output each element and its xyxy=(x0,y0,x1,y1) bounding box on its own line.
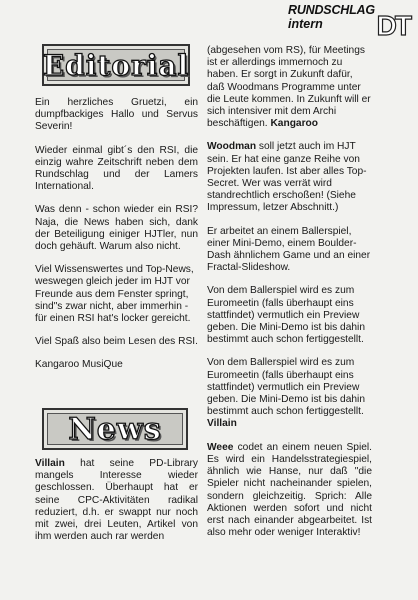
news-item xyxy=(207,442,372,540)
editorial-signature: Kangaroo MusiQue xyxy=(35,359,123,371)
logo-subtitle: intern xyxy=(288,17,323,31)
news-item xyxy=(207,45,372,130)
news-paragraph: Er arbeitet an einem Ballerspiel, einer Mini-Demo, einem Boulder-Dash ähnlichem Game und an einer Fractal-Slideshow. xyxy=(207,225,371,274)
editorial-paragraph: Was denn - schon wieder ein RSI? Naja, die News haben sich, dank der Beteiligung einiger HJTler, nun doch gehäuft. Warum also nicht. xyxy=(35,204,198,253)
editorial-banner xyxy=(42,44,190,86)
editorial-paragraph: Wieder einmal gibt´s den RSI, die einzig wahre Zeitschrift neben dem Rundschlag und der Lamers International. xyxy=(35,144,198,193)
logo-mark: DT xyxy=(376,10,410,41)
news-author: Weee xyxy=(207,441,234,453)
news-item xyxy=(207,141,372,214)
news-text: (abgesehen vom RS), für Meetings ist er allerdings immernoch zu haben. Er sorgt in Zukunft dafür, daß Woodmans Programme unter die Leute kommen. In Zukunft will er sich intensiver mit dem Archi beschäftigen. xyxy=(207,45,371,130)
news-author: Villain xyxy=(35,458,65,469)
news-title: News xyxy=(68,411,162,447)
news-text: hat seine PD-Library mangels Interesse wieder geschlossen. Überhaupt hat er seine CPC-Aktivitäten radikal reduziert, d.h. er swappt nur noch mit zwei, drei Leuten, Artikel von ihm werden auch rar werden xyxy=(35,458,198,543)
news-item xyxy=(35,458,198,543)
news-text: soll jetzt auch im HJT sein. Er hat eine ganze Reihe von Projekten laufen. Ist aber alles Top-Secret. Wer was verrät wird standrechtlich erschoßen! (Siehe Impressum, letzer Abschnitt.) xyxy=(207,141,367,214)
editorial-paragraph: Viel Spaß also beim Lesen des RSI. xyxy=(35,336,198,348)
logo-title: RUNDSCHLAG xyxy=(288,3,375,17)
news-author: Kangaroo xyxy=(270,118,318,130)
news-text: codet an einem neuen Spiel. Es wird ein Handelsstrategiespiel, ähnlich wie Hanse, nur daß "die Spieler nicht nacheinander spielen, sondern gleichzeitig. Sprich: Alle Aktionen werden sofort und nicht erst nach einander abgearbeitet. Ist also mehr oder weniger Interaktiv! xyxy=(207,441,372,539)
news-author: Woodman xyxy=(207,141,257,153)
right-column xyxy=(207,45,372,550)
news-text: Von dem Ballerspiel wird es zum Euromeetin (falls überhaupt eins stattfindet) vermutlich ein Preview geben. Die Mini-Demo ist bis dahin bestimmt auch schon fertiggestellt. xyxy=(207,357,365,418)
news-author: Villain xyxy=(207,418,237,430)
news-banner xyxy=(42,408,188,450)
news-left-column xyxy=(35,458,198,554)
editorial-paragraph: Viel Wissenswertes und Top-News, weswegen gleich jeder im HJT vor Freunde aus dem Fenster springt, sind"s zwar nicht, aber immerhin - für einen RSI hat's locker gereicht. xyxy=(35,264,194,325)
editorial-column xyxy=(35,97,198,383)
editorial-paragraph: Ein herzliches Gruetzi, ein dumpfbackiges Hallo und Servus Severin! xyxy=(35,97,198,133)
editorial-title: Editorial xyxy=(42,48,190,82)
news-item xyxy=(207,357,372,430)
news-paragraph: Von dem Ballerspiel wird es zum Euromeetin (falls überhaupt eins stattfindet) vermutlich ein Preview geben. Die Mini-Demo ist bis dahin bestimmt auch schon fertiggestellt. xyxy=(207,285,365,346)
magazine-logo xyxy=(284,2,412,41)
